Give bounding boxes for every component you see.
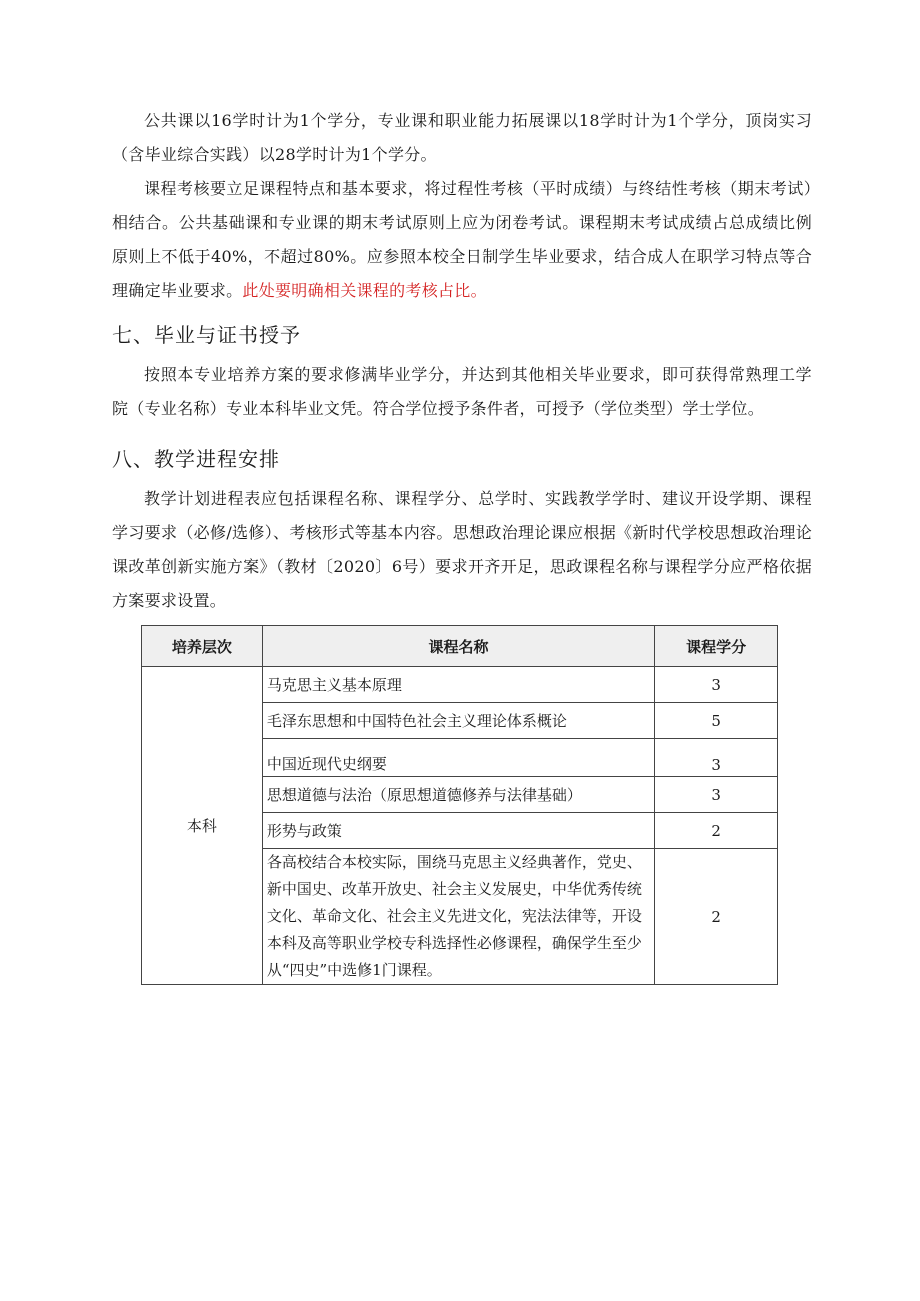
course-name-cell: 形势与政策 bbox=[262, 813, 654, 849]
course-credit-cell: 2 bbox=[655, 813, 778, 849]
course-credit-cell: 2 bbox=[655, 849, 778, 985]
course-credit-cell: 5 bbox=[655, 703, 778, 739]
table-header-row bbox=[142, 626, 778, 667]
course-credit-table bbox=[141, 625, 778, 985]
assessment-note-red: 此处要明确相关课程的考核占比。 bbox=[242, 281, 487, 300]
course-name-cell: 各高校结合本校实际，围绕马克思主义经典著作，党史、新中国史、改革开放史、社会主义发展史，中华优秀传统文化、革命文化、社会主义先进文化，宪法法律等，开设本科及高等职业学校专科选择性必修课程，确保学生至少从“四史”中选修1门课程。 bbox=[262, 849, 654, 985]
paragraph-credit-rules: 公共课以16学时计为1个学分，专业课和职业能力拓展课以18学时计为1个学分，顶岗实习（含毕业综合实践）以28学时计为1个学分。 bbox=[112, 111, 812, 164]
paragraph-teaching-schedule: 教学计划进程表应包括课程名称、课程学分、总学时、实践教学学时、建议开设学期、课程学习要求（必修/选修）、考核形式等基本内容。思想政治理论课应根据《新时代学校思想政治理论课改革创新实施方案》（教材〔2020〕6号）要求开齐开足，思政课程名称与课程学分应严格依据方案要求设置。 bbox=[112, 489, 812, 610]
paragraph-graduation: 按照本专业培养方案的要求修满毕业学分，并达到其他相关毕业要求，即可获得常熟理工学院（专业名称）专业本科毕业文凭。符合学位授予条件者，可授予（学位类型）学士学位。 bbox=[112, 365, 812, 418]
course-name-cell: 中国近现代史纲要 bbox=[262, 739, 654, 777]
header-level: 培养层次 bbox=[142, 626, 263, 667]
section-heading-graduation: 七、毕业与证书授予 bbox=[112, 323, 301, 347]
section-heading-teaching-schedule: 八、教学进程安排 bbox=[112, 447, 280, 471]
paragraph-assessment bbox=[112, 172, 812, 308]
header-credit: 课程学分 bbox=[655, 626, 778, 667]
assessment-text: 课程考核要立足课程特点和基本要求，将过程性考核（平时成绩）与终结性考核（期末考试）相结合。公共基础课和专业课的期末考试原则上应为闭卷考试。课程期末考试成绩占总成绩比例原则上不低于40%，不超过80%。应参照本校全日制学生毕业要求，结合成人在职学习特点等合理确定毕业要求。 bbox=[112, 179, 812, 300]
course-credit-cell: 3 bbox=[655, 739, 778, 777]
course-name-cell: 毛泽东思想和中国特色社会主义理论体系概论 bbox=[262, 703, 654, 739]
course-name-cell: 马克思主义基本原理 bbox=[262, 667, 654, 703]
course-name-cell: 思想道德与法治（原思想道德修养与法律基础） bbox=[262, 777, 654, 813]
course-credit-cell: 3 bbox=[655, 777, 778, 813]
table-row bbox=[142, 667, 778, 703]
header-course-name: 课程名称 bbox=[262, 626, 654, 667]
level-cell: 本科 bbox=[142, 667, 263, 985]
course-credit-cell: 3 bbox=[655, 667, 778, 703]
